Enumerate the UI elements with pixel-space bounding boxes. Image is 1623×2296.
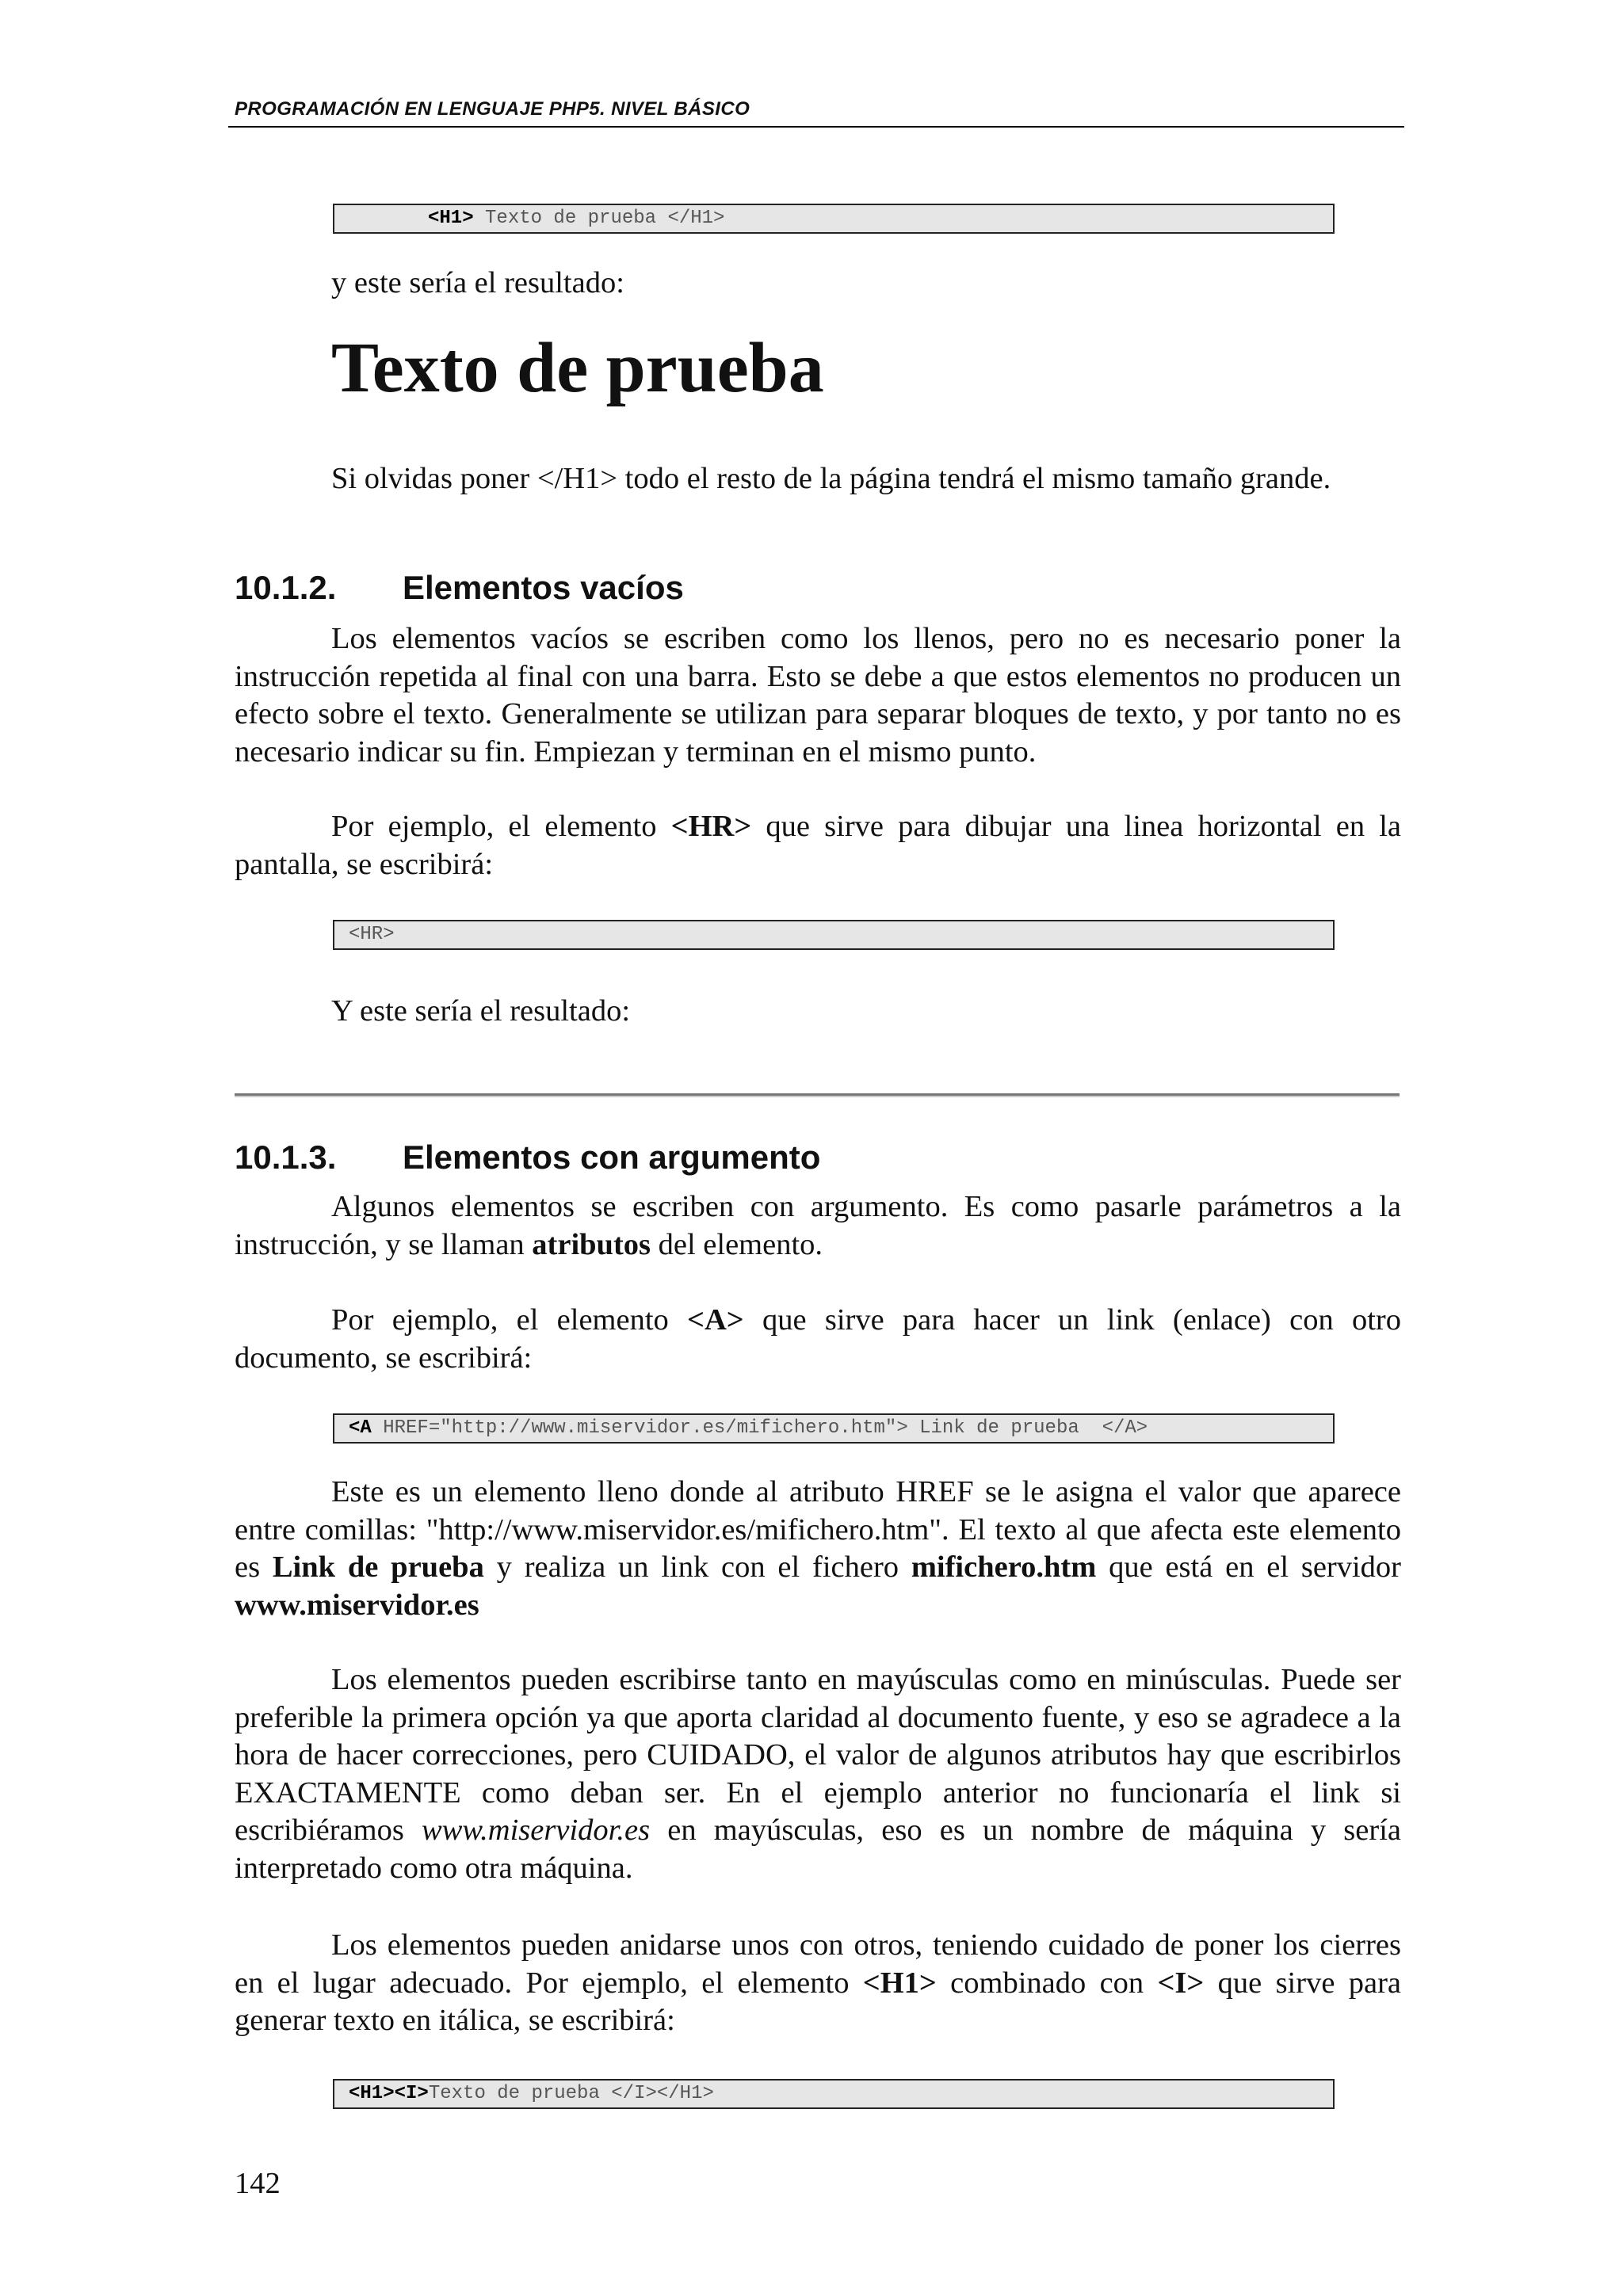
paragraph-hr-example: Por ejemplo, el elemento <HR> que sirve para dibujar una linea horizontal en la pantalla, se escribirá:	[235, 810, 1402, 881]
hr-demo-output	[235, 1093, 1400, 1097]
code-text: <HR>	[349, 924, 395, 945]
result-label: Y este sería el resultado:	[331, 994, 631, 1028]
code-example-link	[333, 1413, 1335, 1444]
paragraph-link-example: Por ejemplo, el elemento <A> que sirve para hacer un link (enlace) con otro documento, se escribirá:	[235, 1303, 1401, 1375]
code-text: Texto de prueba </I></H1>	[428, 2083, 714, 2104]
code-tag: <H1><I>	[349, 2083, 429, 2104]
code-example-hr	[333, 920, 1335, 950]
paragraph-attributes: Algunos elementos se escriben con argumento. Es como pasarle parámetros a la instrucción, y se llaman atributos del elemento.	[235, 1190, 1401, 1261]
paragraph-nesting: Los elementos pueden anidarse unos con otros, teniendo cuidado de poner los cierres en el lugar adecuado. Por ejemplo, el elemento <H1> combinado con <I> que sirve para generar texto en itálica, se escribirá:	[235, 1928, 1401, 2037]
code-tag: <H1>	[428, 208, 474, 229]
code-example-nested	[333, 2079, 1335, 2109]
h1-demo-output: Texto de prueba	[331, 329, 824, 407]
code-tag: <A	[349, 1417, 372, 1439]
header-rule	[228, 126, 1404, 128]
section-heading-argument-elements: 10.1.3. Elementos con argumento	[235, 1138, 821, 1176]
code-text: Texto de prueba </H1>	[473, 208, 725, 229]
paragraph-forget-close: Si olvidas poner </H1> todo el resto de la página tendrá el mismo tamaño grande.	[331, 462, 1331, 495]
section-heading-empty-elements: 10.1.2. Elementos vacíos	[235, 569, 684, 606]
paragraph-case-sensitivity: Los elementos pueden escribirse tanto en mayúsculas como en minúsculas. Puede ser preferible la primera opción ya que aporta claridad al documento fuente, y eso se agradece a la hora de hacer correcciones, pero CUIDADO, el valor de algunos atributos hay que escribirlos EXACTAMENTE como deban ser. En el ejemplo anterior no funcionaría el link si escribiéramos www.miservidor.es en mayúsculas, eso es un nombre de máquina y sería interpretado como otra máquina.	[235, 1663, 1401, 1885]
running-header: PROGRAMACIÓN EN LENGUAJE PHP5. NIVEL BÁSICO	[235, 98, 750, 120]
code-example-h1	[333, 204, 1335, 234]
result-label: y este sería el resultado:	[331, 266, 624, 299]
page-number: 142	[235, 2167, 281, 2200]
code-text: HREF="http://www.miservidor.es/mifichero.htm"> Link de prueba </A>	[371, 1417, 1148, 1439]
paragraph-href-explanation: Este es un elemento lleno donde al atributo HREF se le asigna el valor que aparece entre comillas: "http://www.miservidor.es/mifichero.htm". El texto al que afecta este elemento es Link de prueba y realiza un link con el fichero mifichero.htm que está en el servidor www.miservidor.es	[235, 1475, 1401, 1622]
paragraph-empty-elements: Los elementos vacíos se escriben como los llenos, pero no es necesario poner la instrucción repetida al final con una barra. Esto se debe a que estos elementos no producen un efecto sobre el texto. Generalmente se utilizan para separar bloques de texto, y por tanto no es necesario indicar su fin. Empiezan y terminan en el mismo punto.	[235, 622, 1401, 769]
